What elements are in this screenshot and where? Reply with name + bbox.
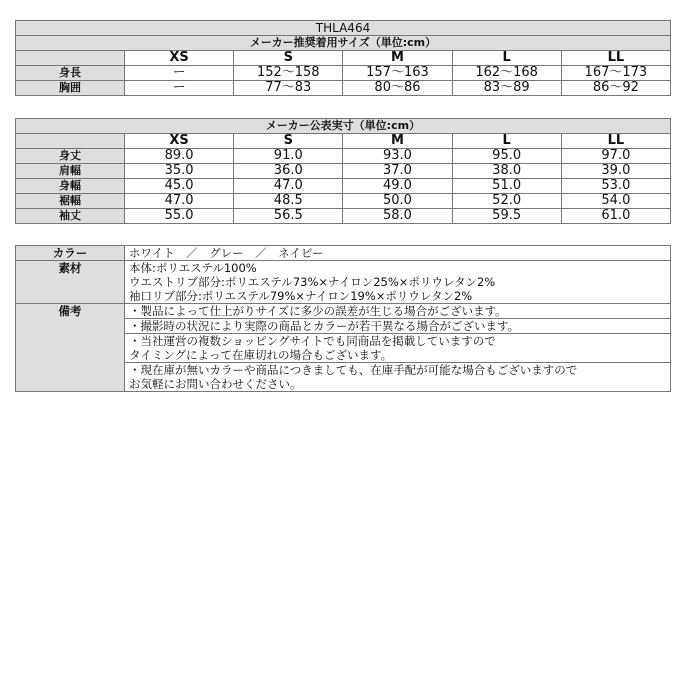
table-cell: 50.0 bbox=[343, 194, 452, 209]
size-header-row bbox=[16, 51, 671, 66]
row-label: 袖丈 bbox=[16, 209, 125, 224]
note-line: ・撮影時の状況により実際の商品とカラーが若干異なる場合がございます。 bbox=[129, 319, 520, 333]
row-label: 身長 bbox=[16, 66, 125, 81]
note-line: ・当社運営の複数ショッピングサイトでも同商品を掲載していますので bbox=[129, 334, 496, 348]
table-cell: 47.0 bbox=[125, 194, 234, 209]
table-row bbox=[16, 164, 671, 179]
material-line: 袖口リブ部分:ポリエステル79%×ナイロン19%×ポリウレタン2% bbox=[129, 289, 473, 303]
table-cell: 55.0 bbox=[125, 209, 234, 224]
table-cell: 77〜83 bbox=[234, 81, 343, 96]
row-label: 身丈 bbox=[16, 149, 125, 164]
table-cell: 48.5 bbox=[234, 194, 343, 209]
table-cell: 39.0 bbox=[561, 164, 670, 179]
table-cell: 95.0 bbox=[452, 149, 561, 164]
color-row bbox=[16, 246, 671, 261]
table-cell: 54.0 bbox=[561, 194, 670, 209]
table-row bbox=[16, 209, 671, 224]
table-cell: 38.0 bbox=[452, 164, 561, 179]
table-cell: 52.0 bbox=[452, 194, 561, 209]
model-row bbox=[16, 21, 671, 36]
notes-row bbox=[16, 304, 671, 319]
size-header-row bbox=[16, 134, 671, 149]
recommended-title: メーカー推奨着用サイズ（単位:cm） bbox=[16, 36, 671, 51]
size-header: XS bbox=[125, 134, 234, 149]
table-row bbox=[16, 81, 671, 96]
table-cell: 162〜168 bbox=[452, 66, 561, 81]
table-cell: 91.0 bbox=[234, 149, 343, 164]
table-cell: 51.0 bbox=[452, 179, 561, 194]
size-header: M bbox=[343, 51, 452, 66]
table-cell: 36.0 bbox=[234, 164, 343, 179]
size-header: LL bbox=[561, 51, 670, 66]
product-info-table bbox=[15, 245, 671, 392]
table-row bbox=[16, 179, 671, 194]
note-item bbox=[125, 334, 671, 363]
table-cell: 58.0 bbox=[343, 209, 452, 224]
note-item bbox=[125, 319, 671, 334]
table-cell: 47.0 bbox=[234, 179, 343, 194]
corner-cell bbox=[16, 51, 125, 66]
table-cell: 89.0 bbox=[125, 149, 234, 164]
note-item bbox=[125, 363, 671, 392]
table-row bbox=[16, 194, 671, 209]
table-cell: 152〜158 bbox=[234, 66, 343, 81]
note-line: ・現在庫が無いカラーや商品につきましても、在庫手配が可能な場合もございますので bbox=[129, 363, 578, 377]
actual-title-row bbox=[16, 119, 671, 134]
table-cell: 35.0 bbox=[125, 164, 234, 179]
table-cell: 93.0 bbox=[343, 149, 452, 164]
material-value bbox=[125, 261, 671, 304]
row-label: 肩幅 bbox=[16, 164, 125, 179]
note-line: お気軽にお問い合わせください。 bbox=[129, 377, 302, 391]
material-line: 本体:ポリエステル100% bbox=[129, 261, 257, 275]
size-header: S bbox=[234, 51, 343, 66]
table-row bbox=[16, 66, 671, 81]
material-line: ウエストリブ部分:ポリエステル73%×ナイロン25%×ポリウレタン2% bbox=[129, 275, 496, 289]
size-header: L bbox=[452, 134, 561, 149]
table-cell: 37.0 bbox=[343, 164, 452, 179]
color-label: カラー bbox=[16, 246, 125, 261]
table-cell: 49.0 bbox=[343, 179, 452, 194]
table-row bbox=[16, 149, 671, 164]
material-row bbox=[16, 261, 671, 304]
actual-title: メーカー公表実寸（単位:cm） bbox=[16, 119, 671, 134]
table-cell: 45.0 bbox=[125, 179, 234, 194]
corner-cell bbox=[16, 134, 125, 149]
table-cell: 157〜163 bbox=[343, 66, 452, 81]
color-value: ホワイト ／ グレー ／ ネイビー bbox=[125, 246, 671, 261]
notes-label: 備考 bbox=[16, 304, 125, 392]
row-label: 胸囲 bbox=[16, 81, 125, 96]
table-cell: 167〜173 bbox=[561, 66, 670, 81]
table-cell: 80〜86 bbox=[343, 81, 452, 96]
table-cell: ー bbox=[125, 81, 234, 96]
size-header: L bbox=[452, 51, 561, 66]
table-cell: 86〜92 bbox=[561, 81, 670, 96]
table-cell: 56.5 bbox=[234, 209, 343, 224]
actual-size-table bbox=[15, 118, 671, 224]
size-header: S bbox=[234, 134, 343, 149]
note-line: ・製品によって仕上がりサイズに多少の誤差が生じる場合がございます。 bbox=[129, 304, 507, 318]
table-cell: 61.0 bbox=[561, 209, 670, 224]
table-cell: 59.5 bbox=[452, 209, 561, 224]
table-cell: 53.0 bbox=[561, 179, 670, 194]
model-number: THLA464 bbox=[16, 21, 671, 36]
material-label: 素材 bbox=[16, 261, 125, 304]
table-cell: 97.0 bbox=[561, 149, 670, 164]
table-cell: 83〜89 bbox=[452, 81, 561, 96]
size-header: LL bbox=[561, 134, 670, 149]
note-item bbox=[125, 304, 671, 319]
size-header: M bbox=[343, 134, 452, 149]
recommended-title-row bbox=[16, 36, 671, 51]
row-label: 裾幅 bbox=[16, 194, 125, 209]
row-label: 身幅 bbox=[16, 179, 125, 194]
size-header: XS bbox=[125, 51, 234, 66]
table-cell: ー bbox=[125, 66, 234, 81]
recommended-size-table bbox=[15, 20, 671, 96]
note-line: タイミングによって在庫切れの場合もございます。 bbox=[129, 348, 393, 362]
